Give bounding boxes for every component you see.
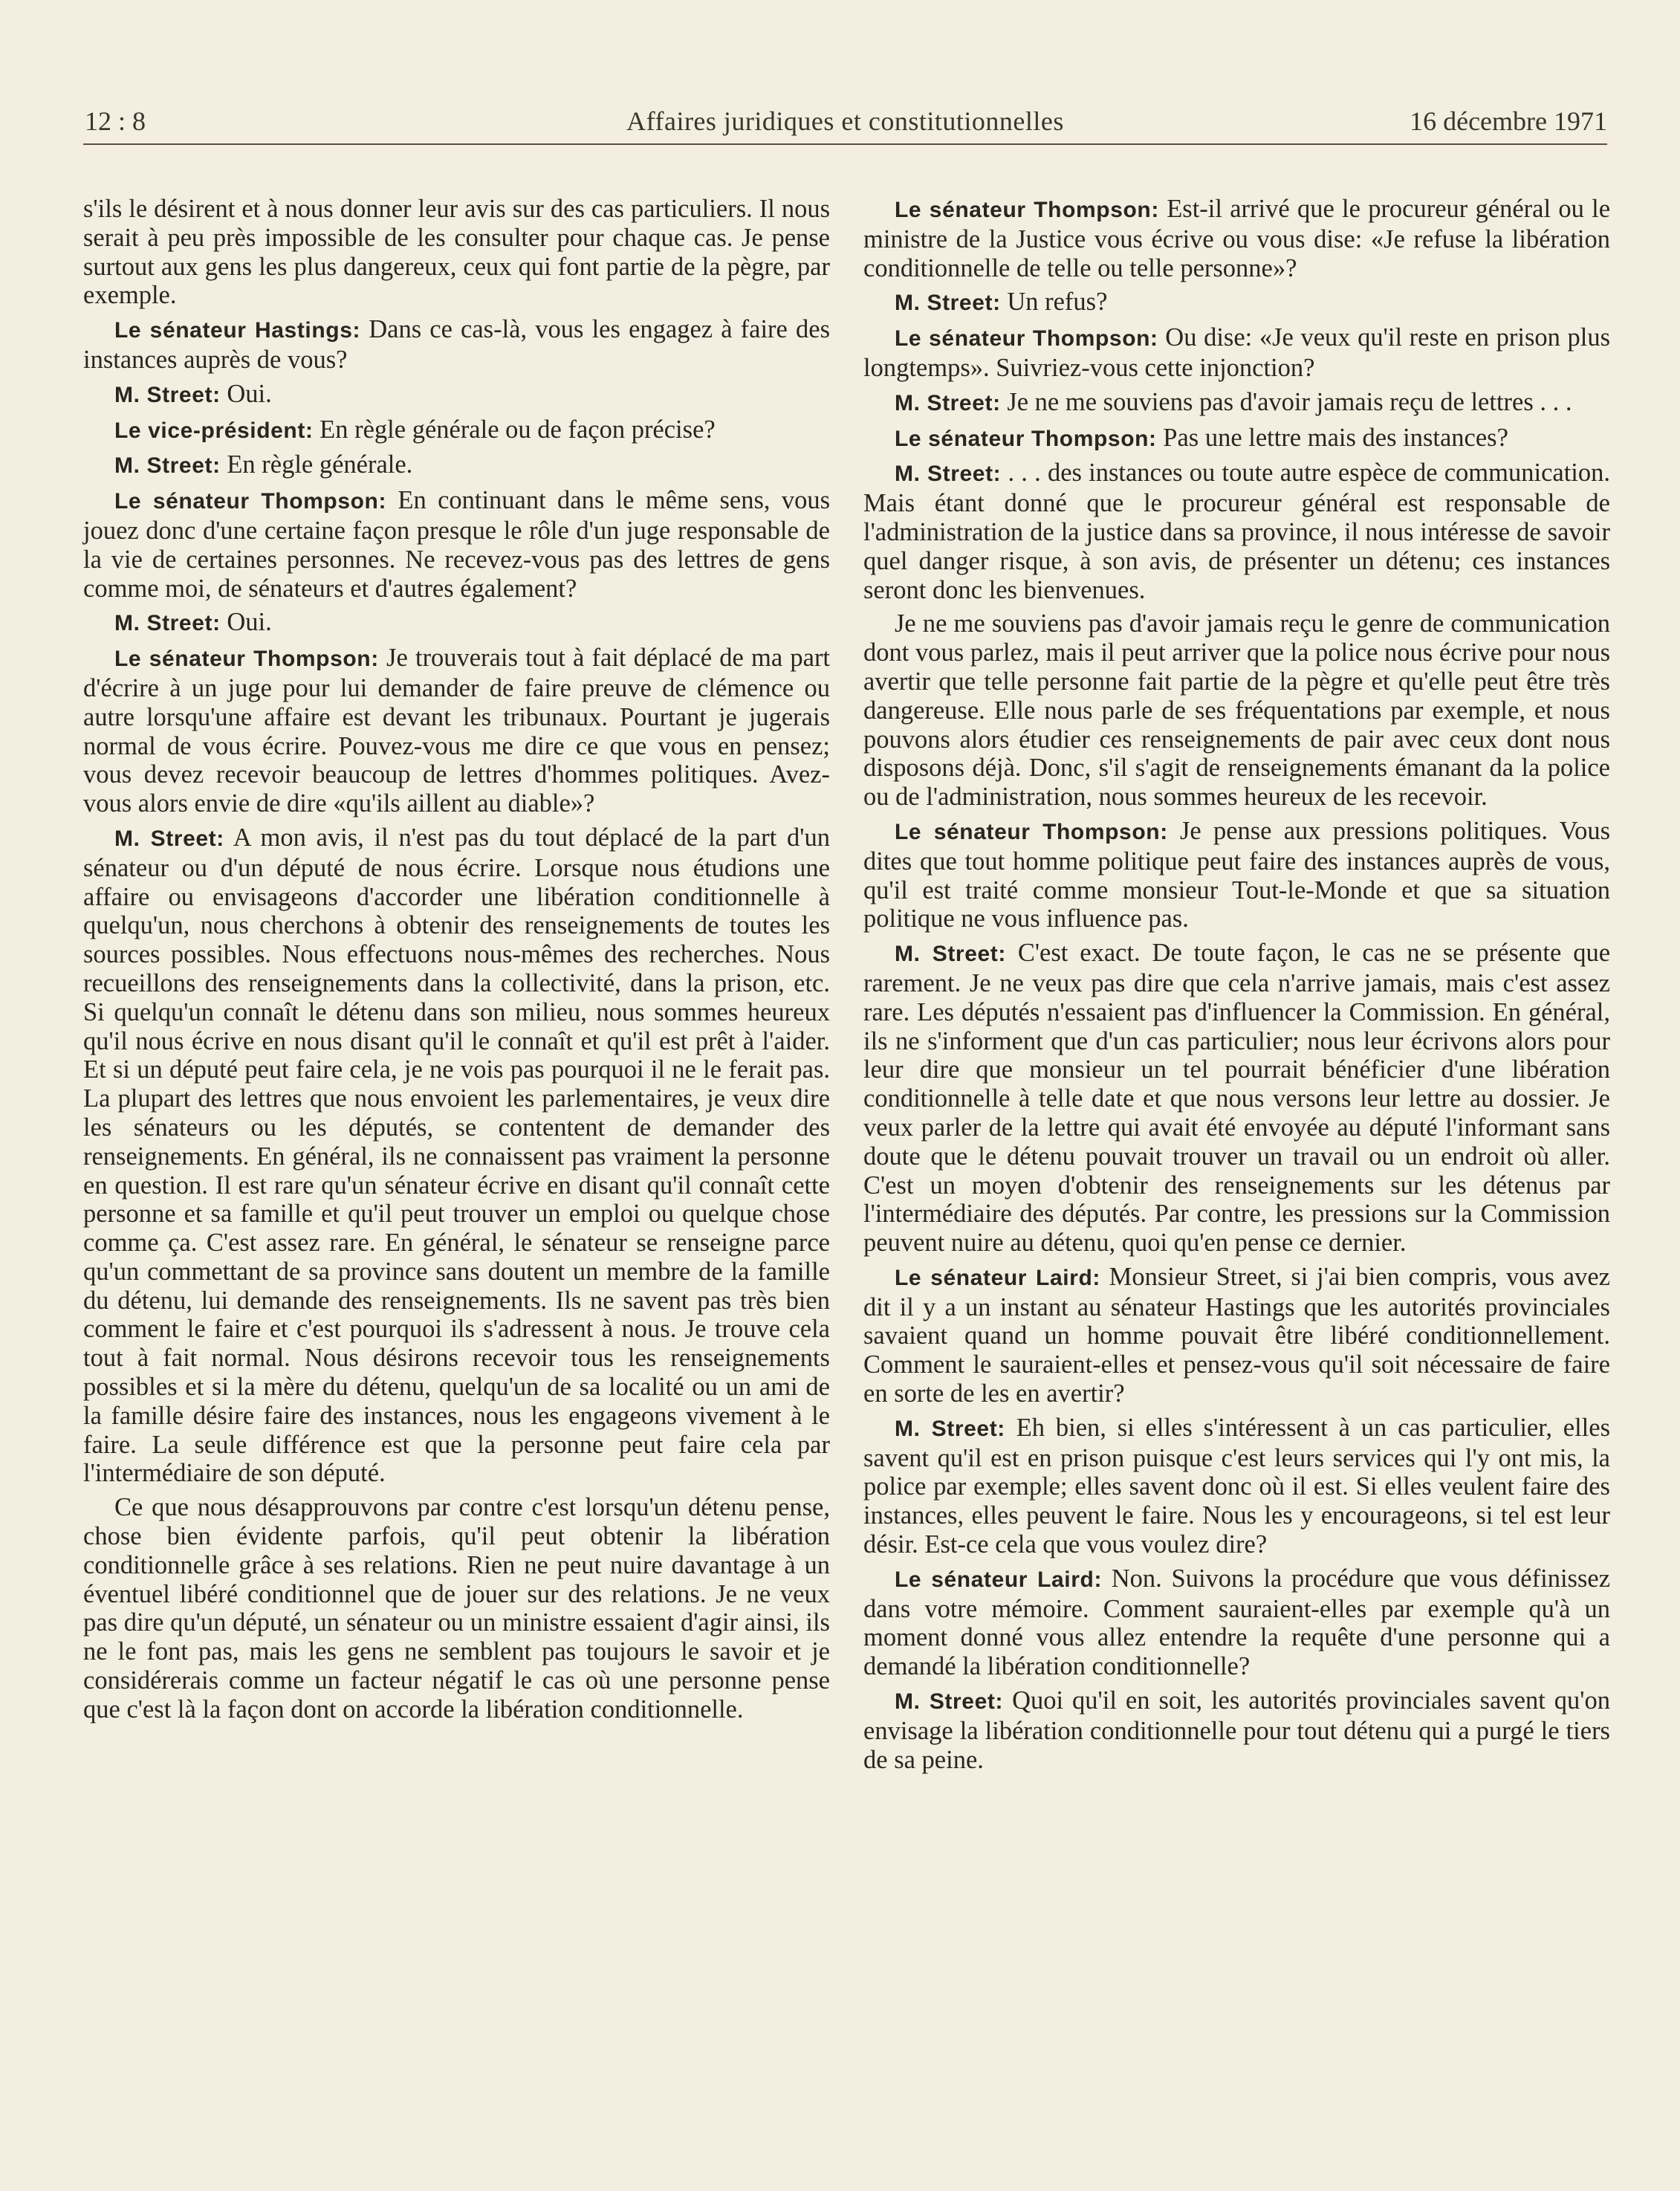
transcript-paragraph (863, 195, 1610, 282)
speaker-name: M. Street: (114, 382, 221, 407)
speech-text: Monsieur Street, si j'ai bien compris, vous avez dit il y a un instant au sénateur Hastings que les autorités provinciales savaient quand un homme pouvait être libéré conditionnellement. Comment le sauraient-elles et pensez-vous qu'il soit nécessaire de faire en sorte de les en avertir? (863, 1262, 1611, 1408)
transcript-paragraph (863, 424, 1610, 454)
speech-text: A mon avis, il n'est pas du tout déplacé de la part d'un sénateur ou d'un député de nous écrire. Lorsque nous étudions une affaire ou envisageons d'accorder une libération conditionnelle à quelqu'un, nous cherchons à obtenir des renseignements de toutes les sources possibles. Nous effectuons nous-mêmes des recherches. Nous recueillons des renseignements dans la collectivité, dans la prison, etc. Si quelqu'un connaît le détenu dans son milieu, nous sommes heureux qu'il nous écrive en nous disant qu'il le connaît et qu'il est prêt à l'aider. Et si un député peut faire cela, je ne vois pas pourquoi il ne le ferait pas. La plupart des lettres que nous envoient les parlementaires, je veux dire les sénateurs ou les députés, se contentent de demander des renseignements. En général, ils ne connaissent pas vraiment la personne en question. Il est rare qu'un sénateur écrive en disant qu'il connaît cette personne et sa famille et qu'il peut trouver un emploi ou quelque chose comme ça. C'est assez rare. En général, le sénateur se renseigne parce qu'un commettant de sa province sans doutent un membre de la famille du détenu, lui demande des renseignements. Ils ne savent pas très bien comment le faire et c'est pourquoi ils s'adressent à nous. Je trouve cela tout à fait normal. Nous désirons recevoir tous les renseignements possibles et si la mère du détenu, quelqu'un de sa localité ou un ami de la famille désire faire des instances, nous les engageons vivement à le faire. La seule différence est que la personne peut faire cela par l'intermédiaire de son député. (83, 823, 830, 1488)
speaker-name: Le sénateur Laird: (895, 1567, 1103, 1592)
speech-text: Oui. (227, 608, 272, 637)
speaker-name: M. Street: (895, 1689, 1004, 1715)
speaker-name: M. Street: (895, 390, 1001, 415)
speaker-name: M. Street: (895, 291, 1001, 316)
transcript-paragraph (83, 823, 830, 1488)
page-number: 12 : 8 (85, 106, 146, 136)
transcript-paragraph (863, 388, 1610, 418)
speaker-name: M. Street: (895, 942, 1006, 967)
transcript-paragraph (863, 1564, 1610, 1681)
running-title: Affaires juridiques et constitutionnelles (626, 106, 1064, 136)
speech-text: Pas une lettre mais des instances? (1163, 423, 1508, 452)
speech-text: En règle générale ou de façon précise? (320, 415, 716, 444)
transcript-paragraph (863, 459, 1610, 604)
header-rule (83, 143, 1607, 145)
speech-text: Non. Suivons la procédure que vous définissez dans votre mémoire. Comment sauraient-elles par exemple qu'à un moment donné vous allez entendre la requête d'une personne qui a demandé la libération conditionnelle? (863, 1564, 1611, 1681)
speech-text: Oui. (227, 379, 272, 408)
speaker-name: M. Street: (114, 611, 221, 636)
speech-text: Je ne me souviens pas d'avoir jamais reçu le genre de communication dont vous parlez, mais il peut arriver que la police nous écrive pour nous avertir que telle personne fait partie de la pègre et qu'elle peut être très dangereuse. Elle nous parle de ses fréquentations par exemple, et nous pouvons alors étudier ces renseignements de pair avec ceux dont nous disposons déjà. Donc, s'il s'agit de renseignements émanant da la police ou de l'administration, nous sommes heureux de les recevoir. (863, 609, 1610, 812)
speech-text: C'est exact. De toute façon, le cas ne se présente que rarement. Je ne veux pas dire que cela n'arrive jamais, mais c'est assez rare. Les députés n'essaient pas d'influencer la Commission. En général, ils ne s'informent que d'un cas particulier; nous leur écrivons alors pour leur dire que monsieur un tel pourrait bénéficier d'une libération conditionnelle à telle date et que nous versons leur lettre au dossier. Je veux parler de la lettre qui avait été envoyée au député l'informant sans doute que le détenu pouvait trouver un travail ou un endroit où aller. C'est un moyen d'obtenir des renseignements sur les détenus par l'intermédiaire des députés. Par contre, les pressions sur la Commission peuvent nuire au détenu, quoi qu'en pense ce dernier. (863, 939, 1611, 1258)
speech-text: Est-il arrivé que le procureur général ou le ministre de la Justice vous écrive ou vous dise: «Je refuse la libération conditionnelle de telle ou telle personne»? (863, 195, 1611, 282)
speaker-name: Le sénateur Hastings: (114, 318, 361, 343)
speech-text: Je ne me souviens pas d'avoir jamais reçu de lettres . . . (1007, 387, 1572, 416)
transcript-paragraph (83, 380, 830, 410)
transcript-paragraph (863, 609, 1610, 812)
speech-text: Eh bien, si elles s'intéressent à un cas particulier, elles savent qu'il est en prison puisque c'est leurs services qui l'y ont mis, la police par exemple; elles savent donc où il est. Si elles veulent faire des instances, elles peuvent le faire. Nous les y encourageons, si tel est leur désir. Est-ce cela que vous voulez dire? (863, 1413, 1611, 1559)
transcript-paragraph (863, 323, 1610, 383)
transcript-paragraph (83, 415, 830, 446)
issue-date: 16 décembre 1971 (1410, 106, 1607, 136)
speech-text: s'ils le désirent et à nous donner leur avis sur des cas particuliers. Il nous serait à peu près impossible de les consulter pour chaque cas. Je pense surtout aux gens les plus dangereux, ceux qui font partie de la pègre, par exemple. (83, 195, 830, 310)
speaker-name: Le sénateur Thompson: (895, 198, 1159, 222)
speaker-name: Le vice-président: (114, 418, 314, 443)
speaker-name: M. Street: (114, 826, 224, 851)
left-column (83, 195, 830, 1729)
speaker-name: Le sénateur Thompson: (114, 647, 379, 672)
transcript-paragraph (83, 450, 830, 481)
transcript-paragraph (83, 486, 830, 603)
transcript-paragraph (83, 644, 830, 818)
speaker-name: M. Street: (895, 462, 1002, 487)
page-header (83, 107, 1607, 141)
transcript-paragraph (83, 315, 830, 375)
transcript-paragraph (863, 817, 1610, 933)
transcript-paragraph (83, 195, 830, 310)
transcript-paragraph (863, 939, 1610, 1258)
speech-text: Ce que nous désapprouvons par contre c'est lorsqu'un détenu pense, chose bien évidente parfois, qu'il peut obtenir la libération conditionnelle grâce à ses relations. Rien ne peut nuire davantage à un éventuel libéré conditionnel que de jouer sur des relations. Je ne veux pas dire qu'un député, un sénateur ou un ministre essaient d'agir ainsi, ils ne le font pas, mais les gens ne semblent pas toujours le savoir et je considérerais comme un facteur négatif le cas où une personne pense que c'est là la façon dont on accorde la libération conditionnelle. (83, 1493, 830, 1724)
speaker-name: Le sénateur Thompson: (895, 819, 1168, 844)
speech-text: Je trouverais tout à fait déplacé de ma part d'écrire à un juge pour lui demander de faire preuve de clémence ou autre lorsqu'une affaire est devant les tribunaux. Pourtant je jugerais normal de vous écrire. Pouvez-vous me dire ce que vous en pensez; vous devez recevoir beaucoup de lettres d'hommes politiques. Avez-vous alors envie de dire «qu'ils aillent au diable»? (83, 644, 831, 818)
speech-text: En règle générale. (227, 450, 413, 479)
transcript-paragraph (83, 608, 830, 638)
transcript-paragraph (83, 1493, 830, 1724)
speaker-name: M. Street: (114, 453, 221, 479)
speech-text: En continuant dans le même sens, vous jouez donc d'une certaine façon presque le rôle d'un juge responsable de la vie de certaines personnes. Ne recevez-vous pas des lettres de gens comme moi, de sénateurs et d'autres également? (83, 486, 831, 603)
speaker-name: Le sénateur Thompson: (895, 326, 1158, 352)
speech-text: Je pense aux pressions politiques. Vous dites que tout homme politique peut faire des instances auprès de vous, qu'il est traité comme monsieur Tout-le-Monde et que sa situation politique ne vous influence pas. (863, 816, 1610, 933)
transcript-paragraph (863, 1414, 1610, 1559)
transcript-paragraph (863, 1686, 1610, 1774)
speech-text: . . . des instances ou toute autre espèce de communication. Mais étant donné que le procureur général est responsable de l'administration de la justice dans sa province, il nous intéresse de savoir quel danger risque, à son avis, de présenter un détenu; ces instances seront donc les bienvenues. (863, 459, 1610, 604)
transcript-paragraph (863, 1263, 1610, 1408)
speech-text: Un refus? (1007, 288, 1108, 317)
speech-text: Ou dise: «Je veux qu'il reste en prison plus longtemps». Suivriez-vous cette injonction? (863, 323, 1611, 382)
speaker-name: M. Street: (895, 1416, 1005, 1441)
right-column (863, 195, 1610, 1779)
speaker-name: Le sénateur Thompson: (895, 426, 1157, 451)
speech-text: Quoi qu'il en soit, les autorités provinciales savent qu'on envisage la libération conditionnelle pour tout détenu qui a purgé le tiers de sa peine. (863, 1686, 1611, 1774)
speech-text: Dans ce cas-là, vous les engagez à faire des instances auprès de vous? (83, 315, 830, 374)
transcript-paragraph (863, 288, 1610, 318)
speaker-name: Le sénateur Thompson: (114, 489, 387, 514)
speaker-name: Le sénateur Laird: (895, 1265, 1100, 1290)
